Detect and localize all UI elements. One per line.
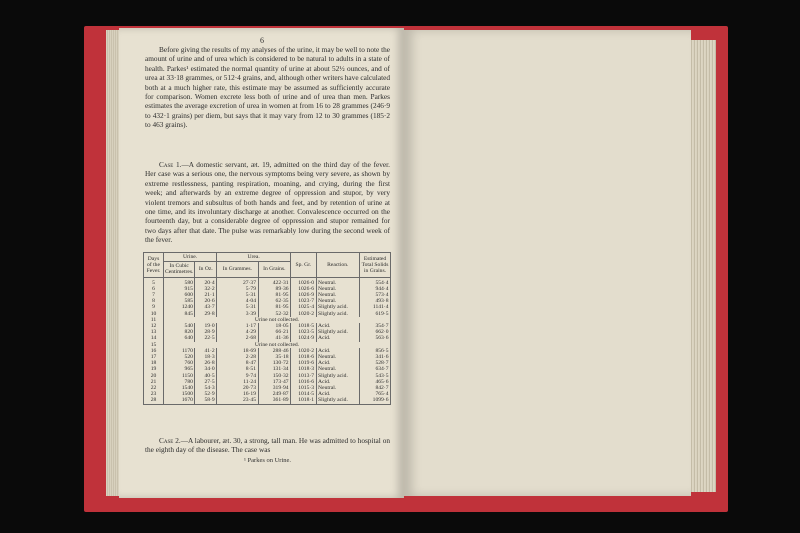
table-cell: 18 <box>144 360 164 366</box>
table-cell: 1026·6 <box>291 286 316 292</box>
table-cell: 1018·3 <box>291 366 316 372</box>
table-cell: 944·4 <box>360 286 391 292</box>
table-cell: 1150 <box>164 373 195 379</box>
table-cell: 173·47 <box>258 379 291 385</box>
table-row <box>144 397 391 404</box>
header-reaction: Reaction. <box>316 253 359 278</box>
table-cell: Neutral. <box>316 286 359 292</box>
table-cell: 29·8 <box>195 311 217 317</box>
table-cell: 21 <box>144 379 164 385</box>
header-grains: In Grains. <box>258 262 291 277</box>
table-row <box>144 277 391 286</box>
table-cell: Acid. <box>316 323 359 329</box>
table-cell: 760 <box>164 360 195 366</box>
table-cell: 1170 <box>164 348 195 354</box>
table-cell: 20·4 <box>195 277 217 286</box>
table-cell: Neutral. <box>316 354 359 360</box>
table-cell: 1500 <box>164 391 195 397</box>
table-cell: 1024·9 <box>291 335 316 341</box>
table-cell: 3·39 <box>217 311 258 317</box>
table-cell: 520 <box>164 354 195 360</box>
header-solids: Estimated Total Solids in Grains. <box>360 253 391 278</box>
table-cell: 856·5 <box>360 348 391 354</box>
table-cell: 19 <box>144 366 164 372</box>
table-cell: 20·6 <box>195 298 217 304</box>
case-2-paragraph <box>145 436 390 455</box>
table-cell: 493·8 <box>360 298 391 304</box>
header-urea: Urea. <box>217 253 291 262</box>
table-cell: 5·79 <box>217 286 258 292</box>
table-cell: Neutral. <box>316 292 359 298</box>
table-cell: 20 <box>144 373 164 379</box>
table-cell: 528·7 <box>360 360 391 366</box>
right-page-edges <box>690 40 716 492</box>
page-number: 6 <box>260 36 264 45</box>
table-cell: 20·73 <box>217 385 258 391</box>
table-cell: 554·4 <box>360 277 391 286</box>
table-cell: 580 <box>164 277 195 286</box>
table-cell: 26·8 <box>195 360 217 366</box>
table-cell: 780 <box>164 379 195 385</box>
table-cell: 619·5 <box>360 311 391 317</box>
table-cell: 81·95 <box>258 292 291 298</box>
table-cell: 28 <box>144 397 164 404</box>
table-cell: 43·7 <box>195 304 217 310</box>
table-cell: 563·6 <box>360 335 391 341</box>
table-cell: 66·21 <box>258 329 291 335</box>
table-cell: 150·32 <box>258 373 291 379</box>
case-1-text: —A domestic servant, æt. 19, admitted on the third day of the fever. Her case was a serious one, the nervous symptoms being very severe, as shown by extreme restlessness, panting respiration, moaning, and crying, during the first week; and afterwards by an extreme degree of oppression and stupor, by very violent tremors and subsultus of both hands and feet, and by retention of urine at one time, and its involuntary discharge at another. Convalescence occurred on the fourteenth day, but a considerable degree of oppression and stupor remained for two days after that date. The pulse was remarkably low during the second week of the fever. <box>145 160 390 245</box>
table-cell: 634·7 <box>360 366 391 372</box>
table-cell: 40·5 <box>195 373 217 379</box>
table-cell: 1026·0 <box>291 277 316 286</box>
table-cell: Urine not collected. <box>164 342 391 348</box>
table-cell: 573·4 <box>360 292 391 298</box>
table-cell: 58·9 <box>195 397 217 404</box>
table-cell: 1240 <box>164 304 195 310</box>
table-cell: 19·0 <box>195 323 217 329</box>
table-cell: 465·6 <box>360 379 391 385</box>
table-cell: 543·5 <box>360 373 391 379</box>
table-cell: 1025·4 <box>291 304 316 310</box>
table-cell: 1019·6 <box>291 360 316 366</box>
table-cell: 1·17 <box>217 323 258 329</box>
table-cell: 131·34 <box>258 366 291 372</box>
table-cell: Urine not collected. <box>164 317 391 323</box>
table-cell: Neutral. <box>316 366 359 372</box>
table-cell: 7 <box>144 292 164 298</box>
table-cell: Acid. <box>316 379 359 385</box>
table-cell: 965 <box>164 366 195 372</box>
table-cell: 22 <box>144 385 164 391</box>
table-cell: 8 <box>144 298 164 304</box>
table-cell: 13 <box>144 329 164 335</box>
table-cell: 16·19 <box>217 391 258 397</box>
table-cell: 14 <box>144 335 164 341</box>
table-cell: 6 <box>144 286 164 292</box>
table-cell: 1016·6 <box>291 379 316 385</box>
header-grammes: In Grammes. <box>217 262 258 277</box>
table-cell: Slightly acid. <box>316 304 359 310</box>
table-cell: Slightly acid. <box>316 311 359 317</box>
table-cell: 354·7 <box>360 323 391 329</box>
header-cubic-cm: In Cubic Centimetres. <box>165 263 194 276</box>
table-cell: 8·47 <box>217 360 258 366</box>
table-cell: 18·69 <box>217 348 258 354</box>
table-cell: 62·35 <box>258 298 291 304</box>
table-cell: 1013·7 <box>291 373 316 379</box>
table-cell: Acid. <box>316 360 359 366</box>
table-cell: 22·5 <box>195 335 217 341</box>
table-cell: Neutral. <box>316 277 359 286</box>
table-cell: 845 <box>164 311 195 317</box>
table-cell: 1020·2 <box>291 348 316 354</box>
table-cell: 1141·4 <box>360 304 391 310</box>
table-cell: 1670 <box>164 397 195 404</box>
footnote: ¹ Parkes on Urine. <box>243 457 292 464</box>
table-cell: 842·7 <box>360 385 391 391</box>
case-2-text: —A labourer, æt. 30, a strong, tall man. He was admitted to hospital on the eighth day of the disease. The case was <box>145 436 390 455</box>
table-cell: Slightly acid. <box>316 373 359 379</box>
table-cell: 1015·3 <box>291 385 316 391</box>
table-cell: 915 <box>164 286 195 292</box>
table-cell: Neutral. <box>316 298 359 304</box>
table-cell: 5·31 <box>217 292 258 298</box>
table-cell: 4·04 <box>217 298 258 304</box>
table-cell: 41·2 <box>195 348 217 354</box>
table-cell: 81·95 <box>258 304 291 310</box>
table-cell: 52·32 <box>258 311 291 317</box>
header-days: Days of the Fever. <box>144 253 164 278</box>
table-cell: 54·3 <box>195 385 217 391</box>
left-page-edges <box>106 30 120 496</box>
table-cell: Neutral. <box>316 385 359 391</box>
intro-paragraph: Before giving the results of my analyses of the urine, it may be well to note the amount of urine and of urea which is considered to be natural to adults in a state of health. Parkes¹ estimated the normal quantity of urine at about 52½ ounces, and of urea at 33·18 grammes, or 512·4 grains, and, although other writers have calculated both at a much higher rate, this estimate may be assumed as sufficiently accurate for comparison. Women excrete less both of urine and of urea than men. Parkes estimates the average excretion of urea in women at from 16 to 28 grammes (246·9 to 432·1 grains) per diem, but says that it may vary from 12 to 30 grammes (185·2 to 463 grains). <box>145 45 390 130</box>
table-cell: 820 <box>164 329 195 335</box>
table-cell: 585 <box>164 298 195 304</box>
table-cell: 35·18 <box>258 354 291 360</box>
table-cell: 17 <box>144 354 164 360</box>
table-cell: 23 <box>144 391 164 397</box>
table-cell: Acid. <box>316 348 359 354</box>
table-cell: 18·3 <box>195 354 217 360</box>
table-cell: 27·37 <box>217 277 258 286</box>
table-cell: 23·45 <box>217 397 258 404</box>
table-cell: 1018·6 <box>291 354 316 360</box>
table-cell: 8·51 <box>217 366 258 372</box>
table-cell: 765·4 <box>360 391 391 397</box>
table-cell: 11 <box>144 317 164 323</box>
table-cell: 41·36 <box>258 335 291 341</box>
table-cell: 1540 <box>164 385 195 391</box>
table-cell: 9 <box>144 304 164 310</box>
table-cell: 1023·5 <box>291 329 316 335</box>
table-cell: 28·9 <box>195 329 217 335</box>
table-cell: 5·31 <box>217 304 258 310</box>
table-cell: 21·1 <box>195 292 217 298</box>
table-cell: 422·31 <box>258 277 291 286</box>
table-cell: 32·2 <box>195 286 217 292</box>
header-oz: In Oz. <box>195 262 217 277</box>
table-body <box>144 277 391 404</box>
right-page-blank <box>404 30 691 496</box>
table-cell: 12 <box>144 323 164 329</box>
table-cell: 16 <box>144 348 164 354</box>
header-sp-gr: Sp. Gr. <box>291 253 316 278</box>
table-cell: 1099·6 <box>360 397 391 404</box>
table-cell: 5 <box>144 277 164 286</box>
table-cell: 4·29 <box>217 329 258 335</box>
case-1-paragraph <box>145 160 390 245</box>
table-cell: 9·74 <box>217 373 258 379</box>
table-cell: 540 <box>164 323 195 329</box>
header-urine: Urine. <box>164 253 217 262</box>
table-cell: 662·0 <box>360 329 391 335</box>
table-cell: 52·9 <box>195 391 217 397</box>
table-cell: 288·46 <box>258 348 291 354</box>
table-cell: 1014·5 <box>291 391 316 397</box>
table-cell: 640 <box>164 335 195 341</box>
table-cell: 1020·2 <box>291 311 316 317</box>
table-cell: 361·89 <box>258 397 291 404</box>
table-cell: 341·6 <box>360 354 391 360</box>
table-cell: 2·68 <box>217 335 258 341</box>
case-1-label: Case 1. <box>159 160 182 169</box>
table-cell: Slightly acid. <box>316 329 359 335</box>
table-cell: 11·24 <box>217 379 258 385</box>
table-cell: 27·5 <box>195 379 217 385</box>
case-2-label: Case 2. <box>159 436 181 445</box>
table-cell: 1018·5 <box>291 323 316 329</box>
table-cell: 18·05 <box>258 323 291 329</box>
table-cell: 10 <box>144 311 164 317</box>
table-cell: 15 <box>144 342 164 348</box>
table-cell: 1023·7 <box>291 298 316 304</box>
table-cell: Acid. <box>316 391 359 397</box>
table-cell: 2·28 <box>217 354 258 360</box>
table-cell: 249·87 <box>258 391 291 397</box>
table-cell: 600 <box>164 292 195 298</box>
table-cell: 89·36 <box>258 286 291 292</box>
table-cell: 34·0 <box>195 366 217 372</box>
table-cell: 1018·1 <box>291 397 316 404</box>
table-cell: Acid. <box>316 335 359 341</box>
table-cell: 319·94 <box>258 385 291 391</box>
table-cell: 1026·9 <box>291 292 316 298</box>
table-cell: 130·72 <box>258 360 291 366</box>
urine-analysis-table <box>143 252 391 405</box>
table-cell: Slightly acid. <box>316 397 359 404</box>
